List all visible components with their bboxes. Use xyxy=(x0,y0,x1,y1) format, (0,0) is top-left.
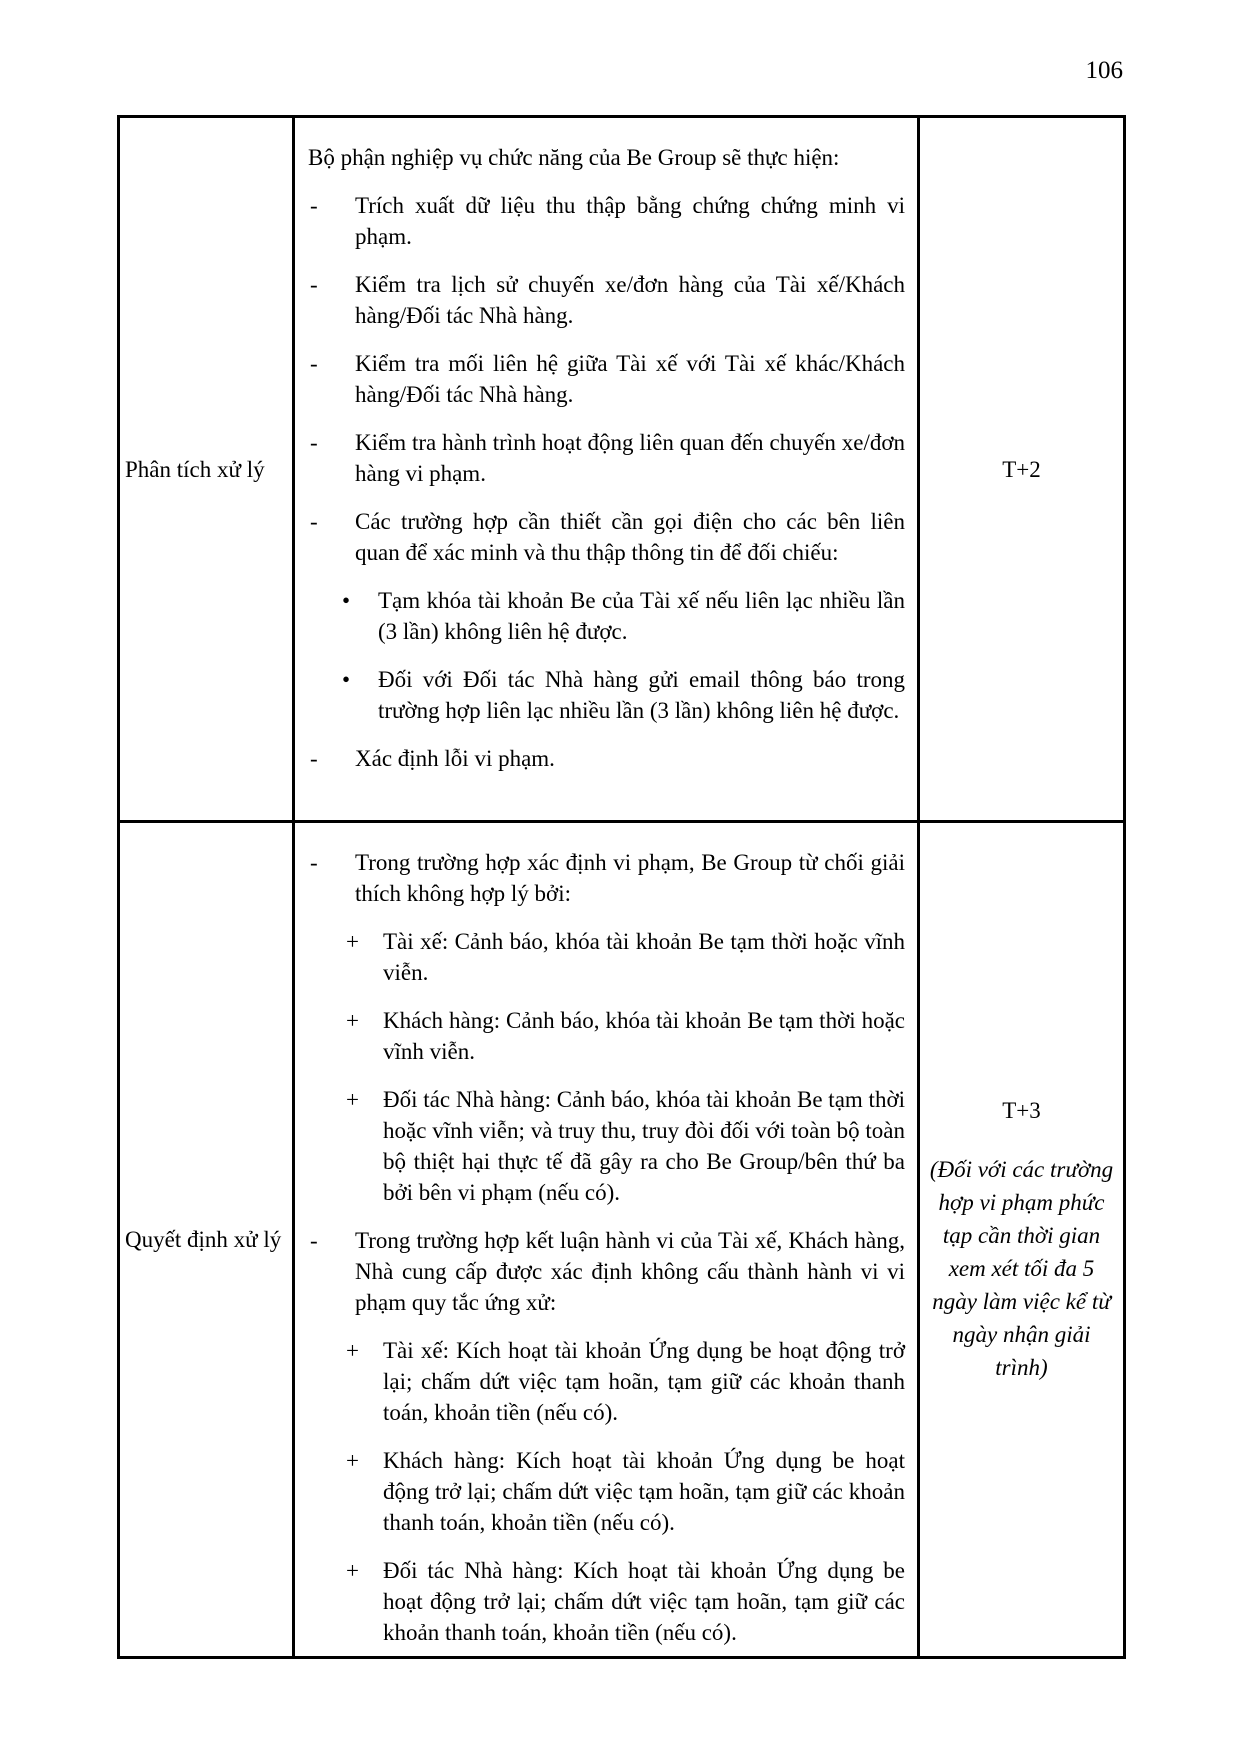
list-item-bullet xyxy=(308,664,905,726)
timeline-value: T+2 xyxy=(1002,456,1041,482)
list-marker: - xyxy=(310,272,318,297)
list-item-text: Đối với Đối tác Nhà hàng gửi email thông báo trong trường hợp liên lạc nhiều lần (3 lần) không liên hệ được. xyxy=(378,667,905,723)
list-item-dash xyxy=(308,506,905,568)
list-item-dash xyxy=(308,190,905,252)
list-item-text: Trong trường hợp xác định vi phạm, Be Group từ chối giải thích không hợp lý bởi: xyxy=(355,850,905,906)
list-marker: • xyxy=(342,588,351,613)
row-label-quyet-dinh-xu-ly: Quyết định xử lý xyxy=(119,822,294,1658)
row-label-phan-tich-xu-ly: Phân tích xử lý xyxy=(119,117,294,822)
list-item-dash xyxy=(308,847,905,909)
list-item-text: Tài xế: Kích hoạt tài khoản Ứng dụng be hoạt động trở lại; chấm dứt việc tạm hoãn, tạm giữ các khoản thanh toán, khoản tiền (nếu có). xyxy=(383,1338,905,1425)
table-row-phan-tich-xu-ly xyxy=(119,117,1125,822)
table-row-quyet-dinh-xu-ly xyxy=(119,822,1125,1658)
list-marker: - xyxy=(310,430,318,455)
list-marker: + xyxy=(346,1008,359,1033)
list-item-text: Trích xuất dữ liệu thu thập bằng chứng chứng minh vi phạm. xyxy=(355,193,905,249)
list-item-dash xyxy=(308,269,905,331)
list-item-text: Bộ phận nghiệp vụ chức năng của Be Group sẽ thực hiện: xyxy=(308,145,840,170)
content-block-list xyxy=(308,142,905,774)
content-block-list xyxy=(308,847,905,1648)
list-item-text: Kiểm tra hành trình hoạt động liên quan đến chuyến xe/đơn hàng vi phạm. xyxy=(355,430,905,486)
list-item-plus xyxy=(308,926,905,988)
list-item-plus xyxy=(308,1084,905,1208)
list-item-bullet xyxy=(308,585,905,647)
list-marker: - xyxy=(310,1228,318,1253)
page-number: 106 xyxy=(1085,57,1123,84)
list-marker: - xyxy=(310,509,318,534)
process-table xyxy=(117,115,1126,1659)
list-marker: - xyxy=(310,850,318,875)
list-item-dash xyxy=(308,348,905,410)
list-marker: + xyxy=(346,929,359,954)
timeline-value: T+3 xyxy=(1002,1098,1041,1123)
row-content-phan-tich-xu-ly xyxy=(294,117,919,822)
list-item-text: Trong trường hợp kết luận hành vi của Tài xế, Khách hàng, Nhà cung cấp được xác định không cấu thành hành vi vi phạm quy tắc ứng xử: xyxy=(355,1228,905,1315)
list-item-text: Kiểm tra lịch sử chuyến xe/đơn hàng của Tài xế/Khách hàng/Đối tác Nhà hàng. xyxy=(355,272,905,328)
list-marker: - xyxy=(310,193,318,218)
list-item-dash xyxy=(308,743,905,774)
paragraph xyxy=(308,142,905,173)
list-item-plus xyxy=(308,1005,905,1067)
list-marker: + xyxy=(346,1087,359,1112)
list-marker: - xyxy=(310,746,318,771)
list-marker: • xyxy=(342,667,351,692)
list-item-text: Khách hàng: Cảnh báo, khóa tài khoản Be tạm thời hoặc vĩnh viễn. xyxy=(383,1008,905,1064)
list-marker: + xyxy=(346,1558,359,1583)
list-item-plus xyxy=(308,1445,905,1538)
list-item-text: Tạm khóa tài khoản Be của Tài xế nếu liên lạc nhiều lần (3 lần) không liên hệ được. xyxy=(378,588,905,644)
list-item-text: Khách hàng: Kích hoạt tài khoản Ứng dụng be hoạt động trở lại; chấm dứt việc tạm hoãn, tạm giữ các khoản thanh toán, khoản tiền (nếu có). xyxy=(383,1448,905,1535)
list-item-text: Xác định lỗi vi phạm. xyxy=(355,746,555,771)
list-item-dash xyxy=(308,427,905,489)
list-item-text: Đối tác Nhà hàng: Cảnh báo, khóa tài khoản Be tạm thời hoặc vĩnh viễn; và truy thu, truy đòi đối với toàn bộ toàn bộ thiệt hại thực tế đã gây ra cho Be Group/bên thứ ba bởi bên vi phạm (nếu có). xyxy=(383,1087,905,1205)
list-item-text: Đối tác Nhà hàng: Kích hoạt tài khoản Ứng dụng be hoạt động trở lại; chấm dứt việc tạm hoãn, tạm giữ các khoản thanh toán, khoản tiền (nếu có). xyxy=(383,1558,905,1645)
list-item-text: Kiểm tra mối liên hệ giữa Tài xế với Tài xế khác/Khách hàng/Đối tác Nhà hàng. xyxy=(355,351,905,407)
row-content-quyet-dinh-xu-ly xyxy=(294,822,919,1658)
row-timeline-phan-tich-xu-ly xyxy=(919,117,1125,822)
list-marker: - xyxy=(310,351,318,376)
list-item-dash xyxy=(308,1225,905,1318)
list-item-plus xyxy=(308,1555,905,1648)
list-item-text: Tài xế: Cảnh báo, khóa tài khoản Be tạm thời hoặc vĩnh viễn. xyxy=(383,929,905,985)
list-marker: + xyxy=(346,1448,359,1473)
list-item-text: Các trường hợp cần thiết cần gọi điện cho các bên liên quan để xác minh và thu thập thông tin để đối chiếu: xyxy=(355,509,905,565)
list-item-plus xyxy=(308,1335,905,1428)
timeline-note: (Đối với các trường hợp vi phạm phức tạp cần thời gian xem xét tối đa 5 ngày làm việc kể từ ngày nhận giải trình) xyxy=(929,1157,1114,1380)
list-marker: + xyxy=(346,1338,359,1363)
row-timeline-quyet-dinh-xu-ly xyxy=(919,822,1125,1658)
